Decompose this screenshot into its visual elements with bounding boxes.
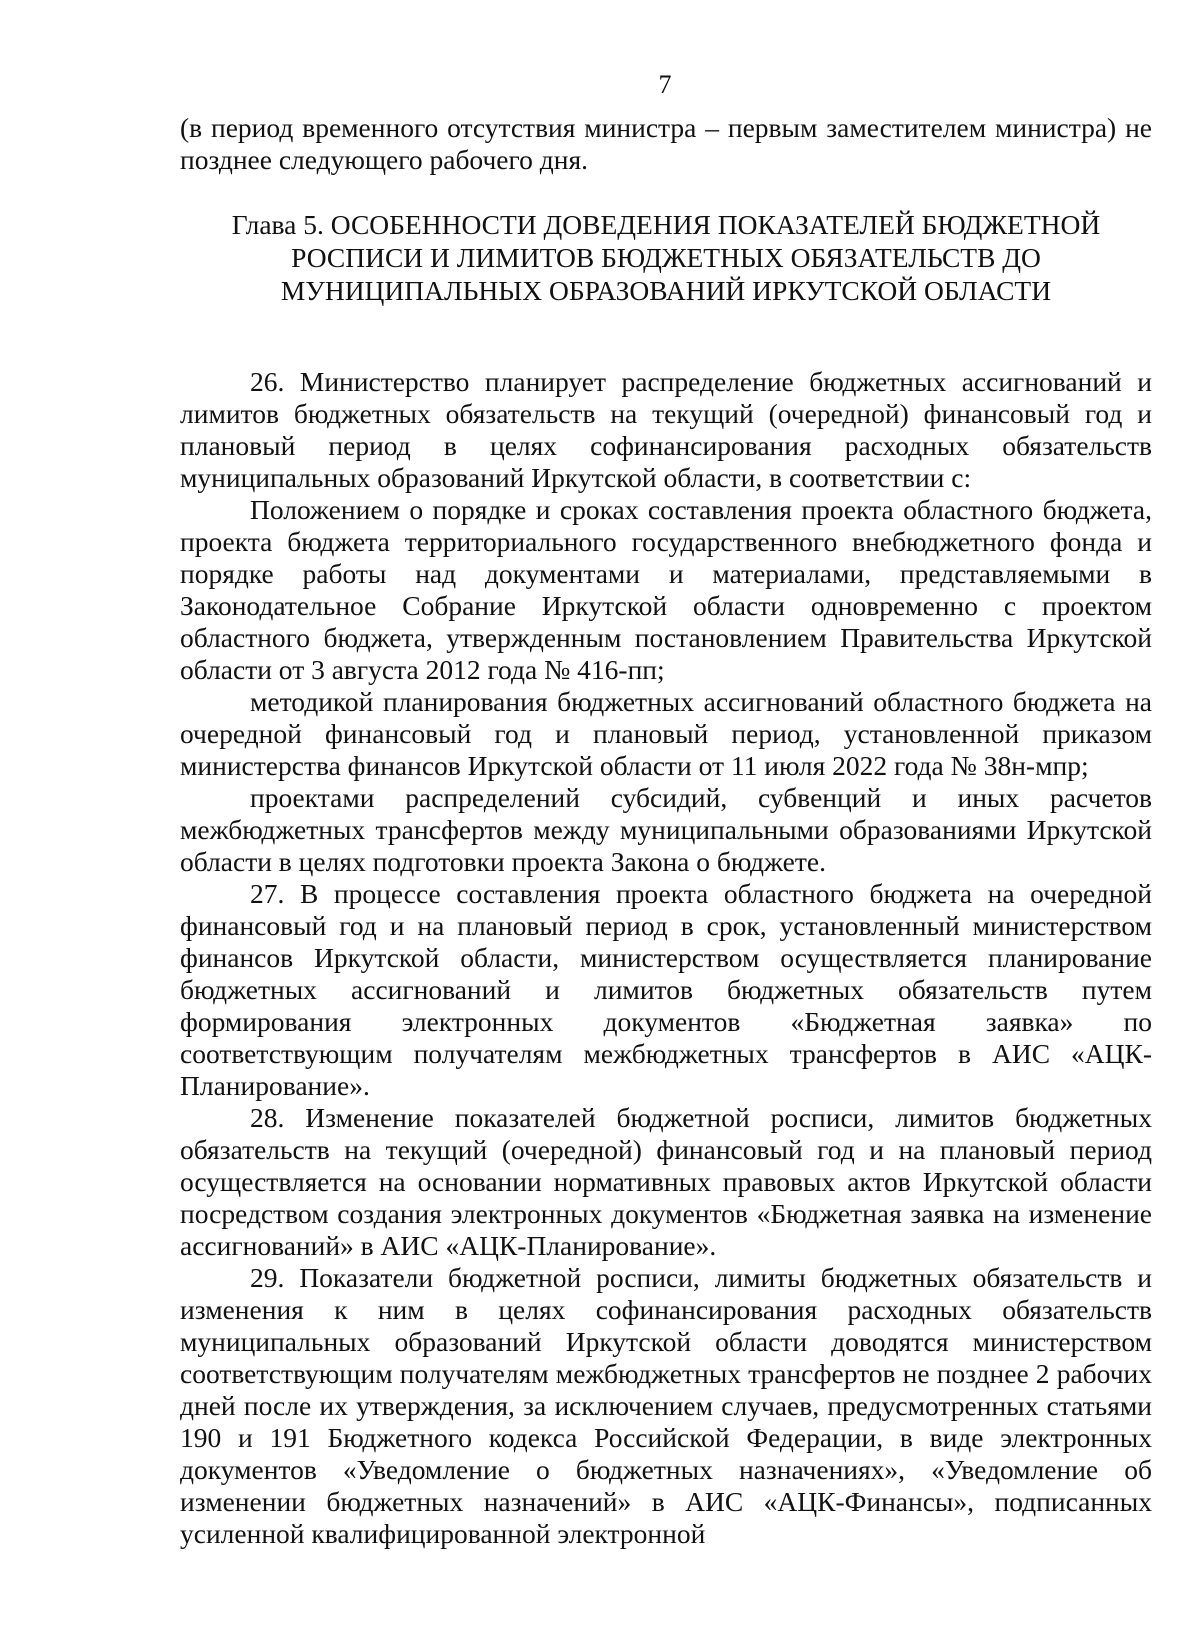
paragraphs-block: [180, 366, 1152, 1550]
continuation-paragraph: (в период временного отсутствия министра – первым заместителем министра) не позднее следующего рабочего дня.: [180, 112, 1152, 175]
page-number: 7: [658, 70, 672, 99]
paragraph-regulation: Положением о порядке и сроках составления проекта областного бюджета, проекта бюджета территориального государственного внебюджетного фонда и порядке работы над документами и материалами, представляемыми в Законодательное Собрание Иркутской области одновременно с проектом областного бюджета, утвержденным постановлением Правительства Иркутской области от 3 августа 2012 года № 416-пп;: [180, 494, 1152, 685]
paragraph-27: 27. В процессе составления проекта областного бюджета на очередной финансовый год и на плановый период в срок, установленный министерством финансов Иркутской области, министерством осуществляется планирование бюджетных ассигнований и лимитов бюджетных обязательств путем формирования электронных документов «Бюджетная заявка» по соответствующим получателям межбюджетных трансфертов в АИС «АЦК-Планирование».: [180, 878, 1152, 1101]
paragraph-29: 29. Показатели бюджетной росписи, лимиты бюджетных обязательств и изменения к ним в целях софинансирования расходных обязательств муниципальных образований Иркутской области доводятся министерством соответствующим получателям межбюджетных трансфертов не позднее 2 рабочих дней после их утверждения, за исключением случаев, предусмотренных статьями 190 и 191 Бюджетного кодекса Российской Федерации, в виде электронных документов «Уведомление о бюджетных назначениях», «Уведомление об изменении бюджетных назначений» в АИС «АЦК-Финансы», подписанных усиленной квалифицированной электронной: [180, 1262, 1152, 1549]
paragraph-methodology: методикой планирования бюджетных ассигнований областного бюджета на очередной финансовый год и плановый период, установленной приказом министерства финансов Иркутской области от 11 июля 2022 года № 38н-мпр;: [180, 686, 1152, 781]
chapter-title: Глава 5. ОСОБЕННОСТИ ДОВЕДЕНИЯ ПОКАЗАТЕЛЕЙ БЮДЖЕТНОЙ РОСПИСИ И ЛИМИТОВ БЮДЖЕТНЫХ ОБЯЗАТЕЛЬСТВ ДО МУНИЦИПАЛЬНЫХ ОБРАЗОВАНИЙ ИРКУТСКОЙ ОБЛАСТИ: [231, 209, 1101, 306]
continuation-block: [180, 112, 1152, 176]
paragraph-26: 26. Министерство планирует распределение бюджетных ассигнований и лимитов бюджетных обязательств на текущий (очередной) финансовый год и плановый период в целях софинансирования расходных обязательств муниципальных образований Иркутской области, в соответствии с:: [180, 366, 1152, 493]
paragraph-distribution-projects: проектами распределений субсидий, субвенций и иных расчетов межбюджетных трансфертов между муниципальными образованиями Иркутской области в целях подготовки проекта Закона о бюджете.: [180, 782, 1152, 877]
paragraph-28: 28. Изменение показателей бюджетной росписи, лимитов бюджетных обязательств на текущий (очередной) финансовый год и на плановый период осуществляется на основании нормативных правовых актов Иркутской области посредством создания электронных документов «Бюджетная заявка на изменение ассигнований» в АИС «АЦК-Планирование».: [180, 1102, 1152, 1261]
